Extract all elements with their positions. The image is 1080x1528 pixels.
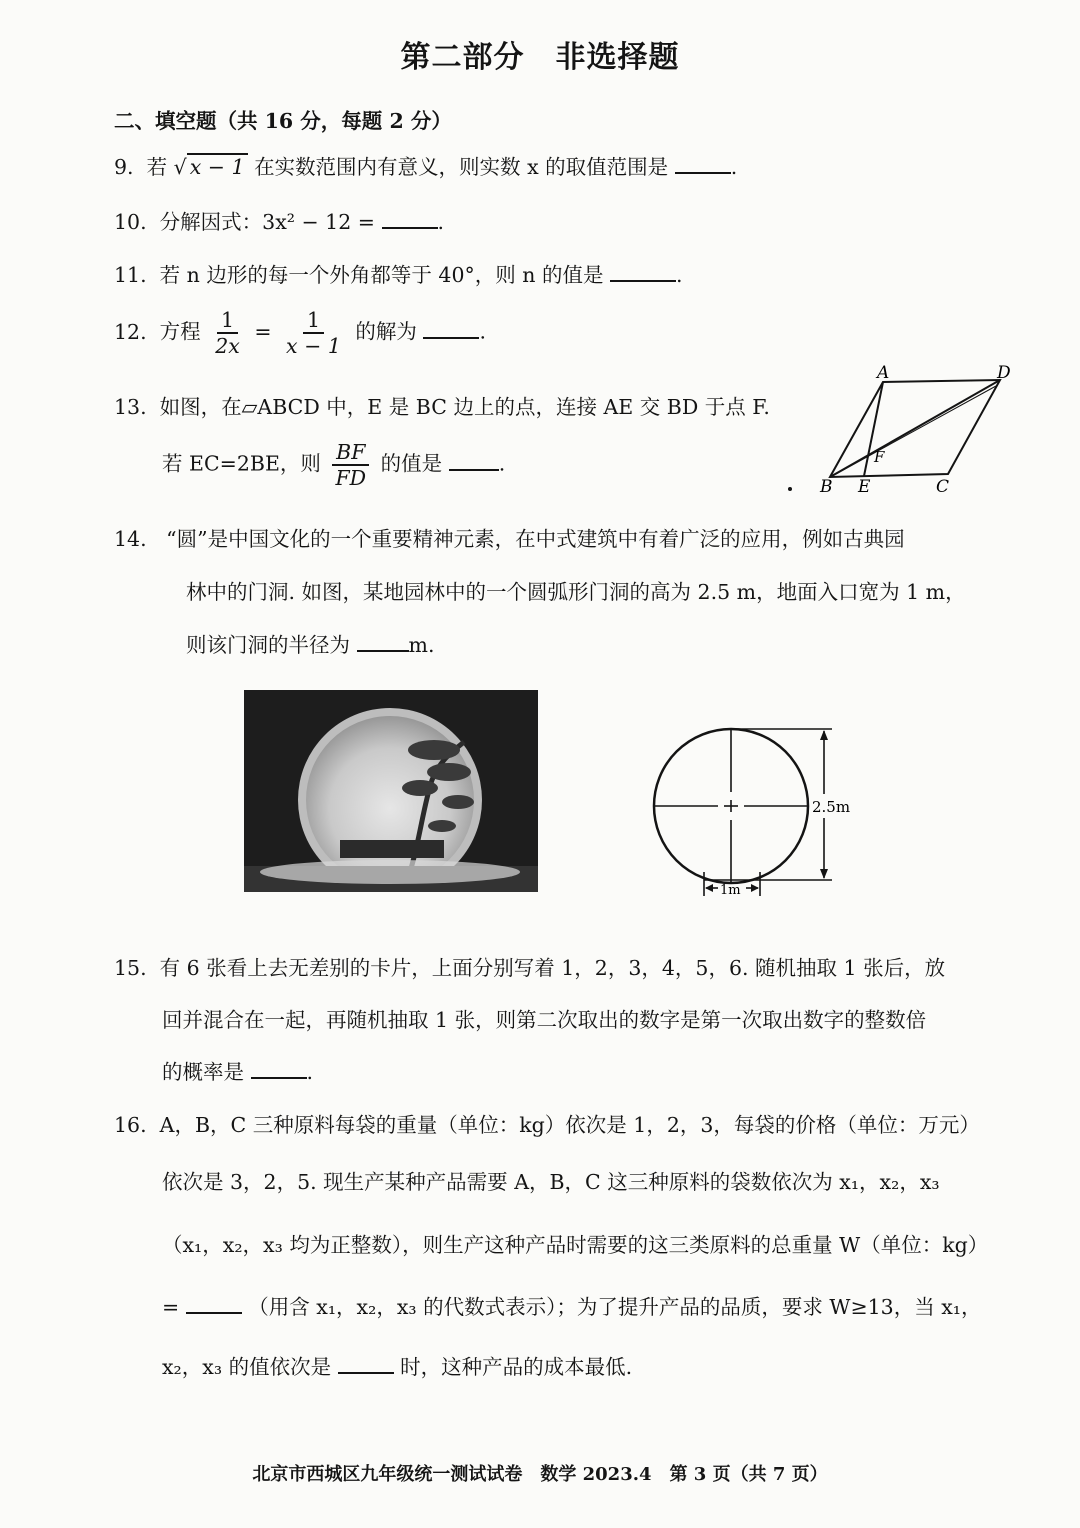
numerator: 1 [303, 308, 324, 334]
fraction [282, 308, 345, 358]
answer-blank[interactable] [251, 1057, 307, 1079]
diagonal-bd [830, 380, 1000, 477]
equals-sign: = [254, 319, 272, 344]
question-16 [114, 1108, 980, 1138]
arrow-right [751, 884, 759, 892]
q14-unit: m. [408, 633, 435, 657]
denominator: 2x [215, 334, 240, 358]
stone-bench [340, 840, 444, 858]
q15-text-pre: 的概率是 [162, 1060, 244, 1084]
question-14-line3 [186, 628, 435, 658]
q13-line1: 如图，在▱ABCD 中，E 是 BC 边上的点，连接 AE 交 BD 于点 F. [159, 395, 770, 419]
q16-line5-post: 时，这种产品的成本最低. [400, 1355, 633, 1379]
dot-mark [788, 487, 792, 491]
page-footer: 北京市西城区九年级统一测试试卷 数学 2023.4 第 3 页（共 7 页） [252, 1464, 828, 1485]
question-16-line4 [162, 1290, 982, 1320]
q9-radicand: x − 1 [187, 153, 248, 179]
q14-text-pre: 则该门洞的半径为 [186, 633, 350, 657]
q15-end: . [306, 1060, 314, 1084]
label-d: D [997, 363, 1011, 383]
q13-end: . [498, 451, 506, 476]
q16-line1: A，B，C 三种原料每袋的重量（单位：kg）依次是 1，2，3，每袋的价格（单位：万元） [159, 1113, 980, 1137]
q10-end: . [437, 210, 445, 234]
q12-end: . [479, 319, 486, 344]
question-number: 10. [114, 210, 147, 234]
q13-text-post: 的值是 [380, 451, 443, 476]
q14-line1: “圆”是中国文化的一个重要精神元素，在中式建筑中有着广泛的应用，例如古典园 [166, 527, 905, 551]
fraction [211, 308, 244, 358]
answer-blank[interactable] [186, 1292, 242, 1314]
q12-text-post: 的解为 [355, 319, 417, 344]
label-c: C [936, 477, 950, 497]
answer-blank[interactable] [338, 1352, 394, 1374]
parallelogram-figure [780, 362, 1030, 502]
denominator: FD [335, 466, 367, 490]
label-b: B [820, 477, 833, 497]
question-11 [114, 258, 683, 288]
answer-blank[interactable] [449, 449, 499, 471]
answer-blank[interactable] [382, 207, 438, 229]
question-number: 16. [114, 1113, 147, 1137]
label-f: F [874, 448, 885, 466]
q14-line2: 林中的门洞. 如图，某地园林中的一个圆弧形门洞的高为 2.5 m，地面入口宽为 1 m， [186, 580, 966, 604]
width-label: 1m [720, 883, 741, 898]
q10-text: 分解因式：3x² − 12 = [159, 210, 375, 234]
question-16-line5 [162, 1350, 632, 1380]
page-title: 第二部分 非选择题 [400, 40, 680, 75]
question-number: 13. [114, 395, 147, 419]
question-number: 15. [114, 956, 147, 980]
question-14 [114, 522, 905, 552]
q9-end: . [730, 155, 738, 179]
q12-text-pre: 方程 [159, 319, 201, 344]
question-15 [114, 951, 945, 981]
arrow-up [820, 730, 828, 740]
label-a: A [877, 363, 890, 383]
arrow-left [705, 884, 713, 892]
fraction [331, 440, 370, 490]
q16-equals: = [162, 1295, 180, 1319]
circle-diagram [640, 722, 880, 902]
answer-blank[interactable] [357, 630, 409, 652]
answer-blank[interactable] [675, 152, 731, 174]
q16-line3: （x₁，x₂，x₃ 均为正整数），则生产这种产品时需要的这三类原料的总重量 W（单位：kg） [162, 1233, 989, 1257]
q16-line2: 依次是 3，2，5. 现生产某种产品需要 A，B，C 这三种原料的袋数依次为 x₁，x₂，x₃ [162, 1170, 940, 1194]
answer-blank[interactable] [610, 260, 676, 282]
q13-text-pre: 若 EC=2BE，则 [162, 451, 321, 476]
question-number: 12. [114, 319, 147, 344]
q11-end: . [676, 263, 683, 287]
section-heading: 二、填空题（共 16 分，每题 2 分） [114, 109, 452, 133]
question-12 [114, 308, 486, 358]
q16-line4-text: （用含 x₁，x₂，x₃ 的代数式表示）；为了提升产品的品质，要求 W≥13，当 x₁， [248, 1295, 982, 1319]
height-label: 2.5m [812, 798, 851, 816]
question-15-line3 [162, 1055, 313, 1085]
question-number: 14. [114, 527, 147, 551]
question-number: 11. [114, 263, 147, 287]
question-10 [114, 205, 444, 235]
question-13-line2 [162, 440, 505, 490]
numerator: BF [332, 440, 369, 466]
q9-text-post: 在实数范围内有意义，则实数 x 的取值范围是 [254, 155, 669, 179]
label-e: E [858, 477, 871, 497]
q15-line2: 回并混合在一起，再随机抽取 1 张，则第二次取出的数字是第一次取出数字的整数倍 [162, 1008, 927, 1032]
question-number: 9. [114, 155, 134, 179]
moon-gate-photo [244, 690, 538, 892]
answer-blank[interactable] [423, 317, 479, 339]
q16-line5-pre: x₂，x₃ 的值依次是 [162, 1355, 332, 1379]
question-13 [114, 390, 770, 420]
q15-line1: 有 6 张看上去无差别的卡片，上面分别写着 1，2，3，4，5，6. 随机抽取 1 张后，放 [159, 956, 946, 980]
q9-text-pre: 若 [146, 155, 168, 179]
q11-text: 若 n 边形的每一个外角都等于 40°，则 n 的值是 [159, 263, 604, 287]
denominator: x − 1 [286, 334, 341, 358]
arrow-down [820, 869, 828, 879]
question-9: 9. 若 √ x − 1 在实数范围内有意义，则实数 x 的取值范围是 . [114, 150, 737, 180]
numerator: 1 [217, 308, 238, 334]
